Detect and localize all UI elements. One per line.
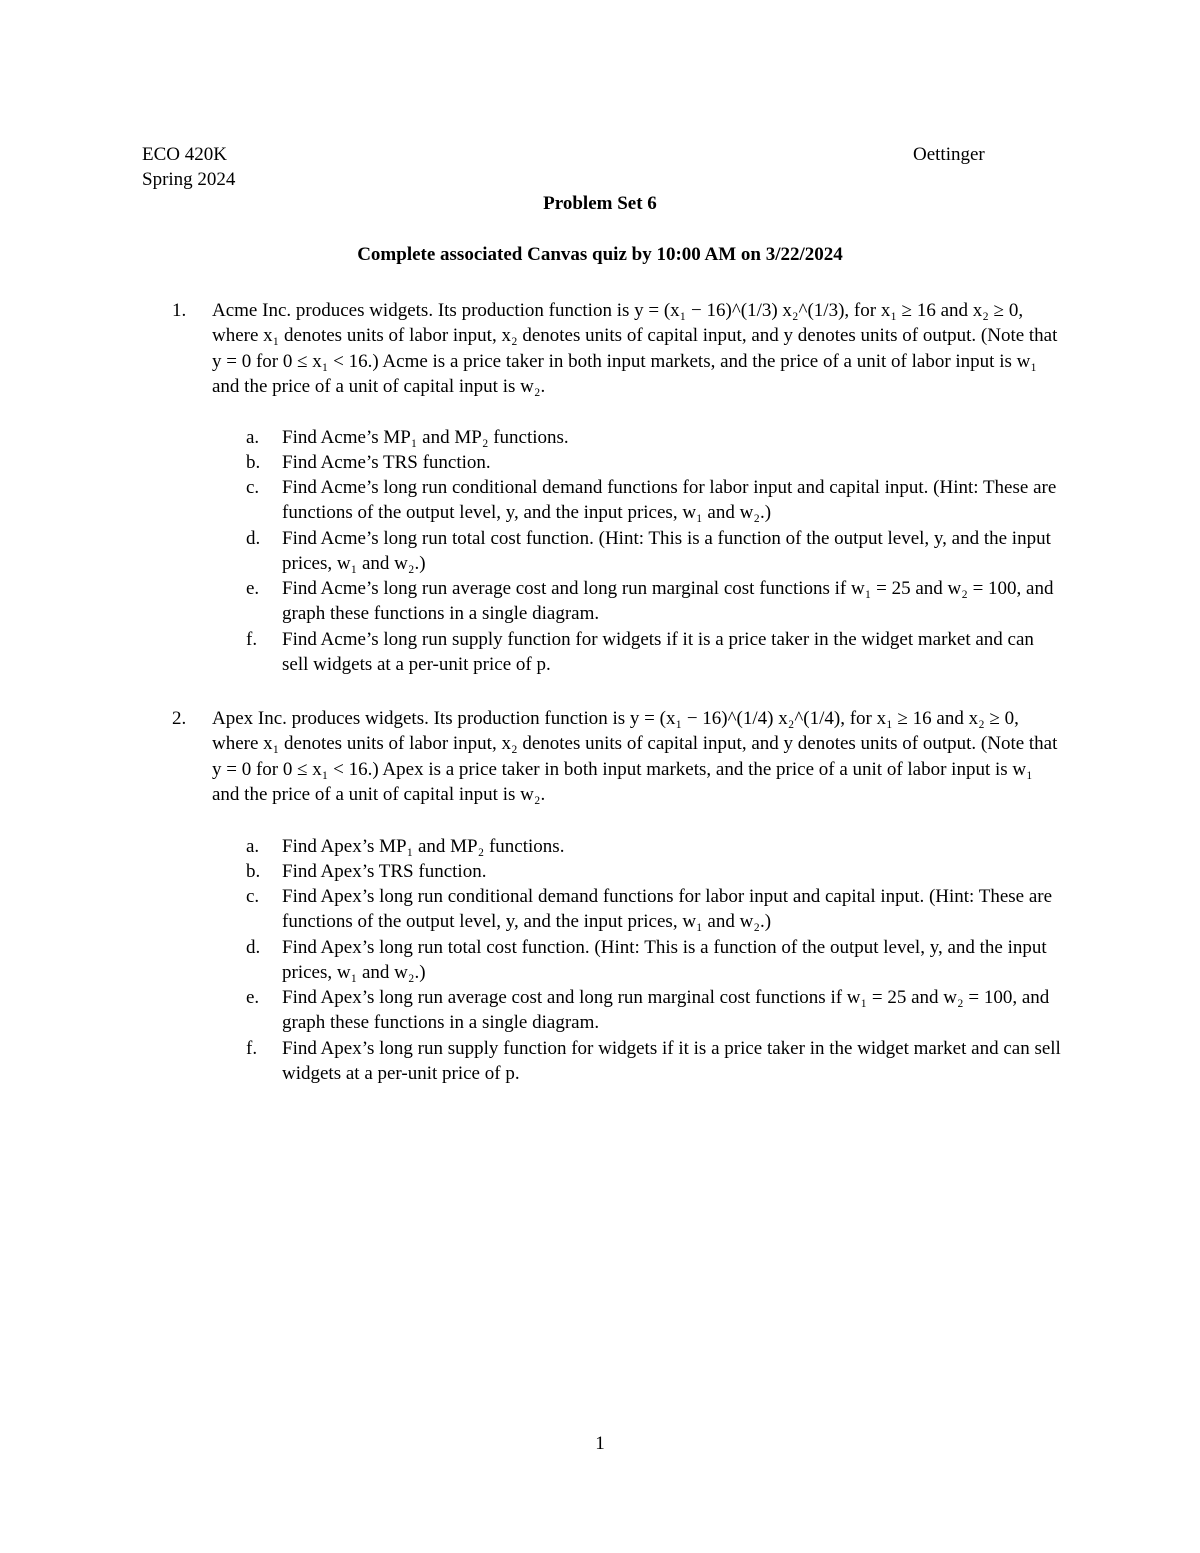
instructor-name: Oettinger <box>913 144 985 165</box>
problem-number: 1. <box>172 300 187 321</box>
part-letter: d. <box>246 528 261 549</box>
part-text: Find Apex’s long run average cost and long run marginal cost functions if w₁ = 25 and w₂ = 100, and graph these functions in a single diagram. <box>282 987 1050 1034</box>
page-subtitle: Complete associated Canvas quiz by 10:00 AM on 3/22/2024 <box>357 244 843 265</box>
page-title: Problem Set 6 <box>543 193 657 214</box>
part-letter: e. <box>246 578 260 599</box>
part-text: Find Apex’s long run conditional demand functions for labor input and capital input. (Hint: These are functions of the output level, y, and the input prices, w₁ and w₂.) <box>282 886 1053 933</box>
part-text: Find Acme’s MP₁ and MP₂ functions. <box>282 427 569 448</box>
part-text: Find Apex’s MP₁ and MP₂ functions. <box>282 836 565 857</box>
problem-number: 2. <box>172 708 187 729</box>
part-letter: b. <box>246 861 261 882</box>
problem-intro: Apex Inc. produces widgets. Its production function is y = (x₁ − 16)^(1/4) x₂^(1/4), for x₁ ≥ 16 and x₂ ≥ 0, where x₁ denotes units of labor input, x₂ denotes units of capital input, and y denotes units of output. (Note that y = 0 for 0 ≤ x₁ < 16.) Apex is a price taker in both input markets, and the price of a unit of labor input is w₁ and the price of a unit of capital input is w₂. <box>212 708 1058 805</box>
part-text: Find Apex’s long run total cost function. (Hint: This is a function of the output level, y, and the input prices, w₁ and w₂.) <box>282 937 1047 984</box>
part-text: Find Apex’s TRS function. <box>282 861 487 882</box>
part-letter: b. <box>246 452 261 473</box>
problem-intro: Acme Inc. produces widgets. Its production function is y = (x₁ − 16)^(1/3) x₂^(1/3), for x₁ ≥ 16 and x₂ ≥ 0, where x₁ denotes units of labor input, x₂ denotes units of capital input, and y denotes units of output. (Note that y = 0 for 0 ≤ x₁ < 16.) Acme is a price taker in both input markets, and the price of a unit of labor input is w₁ and the price of a unit of capital input is w₂. <box>212 300 1058 397</box>
part-letter: e. <box>246 987 260 1008</box>
part-letter: f. <box>246 1038 258 1059</box>
course-code: ECO 420K <box>142 144 227 165</box>
part-text: Find Acme’s TRS function. <box>282 452 491 473</box>
part-letter: f. <box>246 629 258 650</box>
part-letter: c. <box>246 477 260 498</box>
part-text: Find Acme’s long run average cost and long run marginal cost functions if w₁ = 25 and w₂ = 100, and graph these functions in a single diagram. <box>282 578 1054 625</box>
part-letter: d. <box>246 937 261 958</box>
part-letter: c. <box>246 886 260 907</box>
part-text: Find Apex’s long run supply function for widgets if it is a price taker in the widget market and can sell widgets at a per-unit price of p. <box>282 1038 1061 1085</box>
part-text: Find Acme’s long run conditional demand functions for labor input and capital input. (Hint: These are functions of the output level, y, and the input prices, w₁ and w₂.) <box>282 477 1057 524</box>
part-text: Find Acme’s long run total cost function. (Hint: This is a function of the output level, y, and the input prices, w₁ and w₂.) <box>282 528 1051 575</box>
part-letter: a. <box>246 427 260 448</box>
page-number: 1 <box>595 1433 605 1454</box>
part-text: Find Acme’s long run supply function for widgets if it is a price taker in the widget market and can sell widgets at a per-unit price of p. <box>282 629 1034 676</box>
term: Spring 2024 <box>142 169 236 190</box>
part-letter: a. <box>246 836 260 857</box>
